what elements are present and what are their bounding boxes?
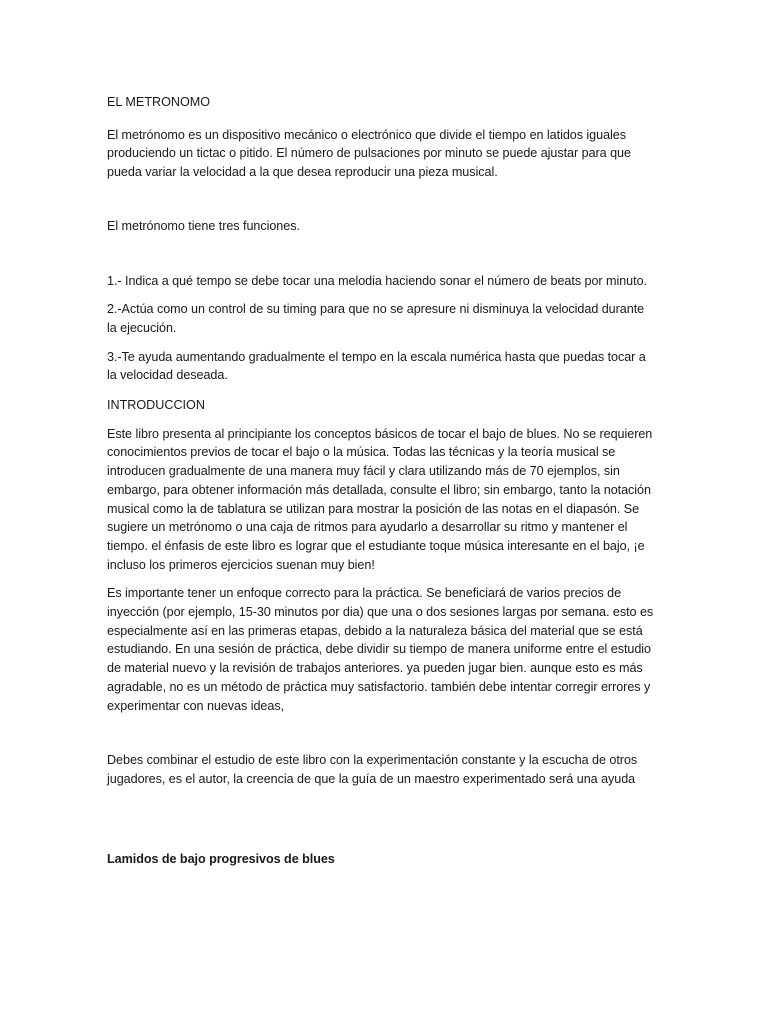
paragraph-2: Es importante tener un enfoque correcto para la práctica. Se beneficiará de varios precios de inyección (por ejemplo, 15-30 minutos por dia) que una o dos sesiones largas por semana. esto es especialmente así en las primeras etapas, debido a la naturaleza básica del material que se está estudiando. En una sesión de práctica, debe dividir su tiempo de manera uniforme entre el estudio de material nuevo y la revisión de trabajos anteriores. ya pueden jugar bien. aunque esto es más agradable, no es un método de práctica muy satisfactorio. también debe intentar corregir errores y experimentar con nuevas ideas, xyxy=(107,586,654,713)
document-page xyxy=(107,93,667,868)
paragraph-1: Este libro presenta al principiante los conceptos básicos de tocar el bajo de blues. No se requieren conocimientos previos de tocar el bajo o la música. Todas las técnicas y la teoría musical se introducen gradualmente de una manera muy fácil y clara utilizando más de 70 ejemplos, sin embargo, para obtener información más detallada, consulte el libro; sin embargo, tanto la notación musical como la de tablatura se utilizan para mostrar la posición de las notas en el diapasón. Se sugiere un metrónomo o una caja de ritmos para ayudarlo a desarrollar su ritmo y mantener el tiempo. el énfasis de este libro es lograr que el estudiante toque música interesante en el bajo, ¡e incluso los primeros ejercicios suenan muy bien! xyxy=(107,426,653,572)
functions-intro: El metrónomo tiene tres funciones. xyxy=(107,218,300,233)
intro-paragraph: El metrónomo es un dispositivo mecánico o electrónico que divide el tiempo en latidos iguales produciendo un tictac o pitido. El número de pulsaciones por minuto se puede ajustar para que pueda variar la velocidad a la que desea reproducir una pieza musical. xyxy=(107,127,631,180)
function-item-1: 1.- Indica a qué tempo se debe tocar una melodia haciendo sonar el número de beats por minuto. xyxy=(107,273,647,288)
function-item-2: 2.-Actúa como un control de su timing para que no se apresure ni disminuya la velocidad durante la ejecución. xyxy=(107,302,645,335)
document-title: EL METRONOMO xyxy=(107,95,211,109)
section-heading: INTRODUCCION xyxy=(107,398,205,413)
document-subtitle: Lamidos de bajo progresivos de blues xyxy=(107,851,335,866)
paragraph-3: Debes combinar el estudio de este libro con la experimentación constante y la escucha de otros jugadores, es el autor, la creencia de que la guía de un maestro experimentado será una ayuda xyxy=(107,753,638,786)
function-item-3: 3.-Te ayuda aumentando gradualmente el tempo en la escala numérica hasta que puedas tocar a la velocidad deseada. xyxy=(107,349,646,383)
